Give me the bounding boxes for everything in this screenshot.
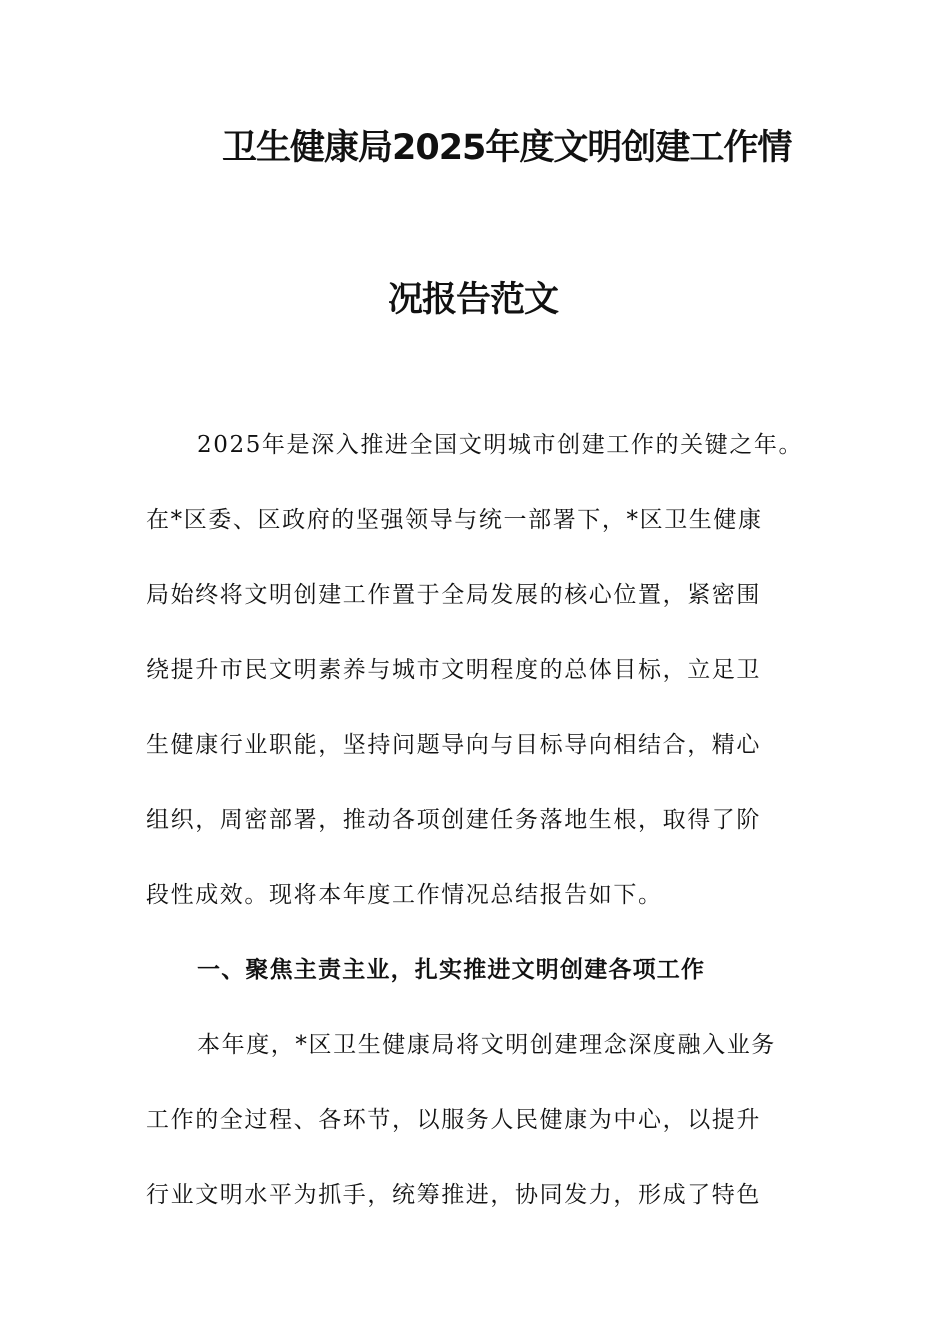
paragraph-1-line-2: 在*区委、区政府的坚强领导与统一部署下，*区卫生健康 [146,507,763,533]
paragraph-2-line-1: 本年度，*区卫生健康局将文明创建理念深度融入业务 [197,1032,776,1058]
paragraph-1-line-1: 2025年是深入推进全国文明城市创建工作的关键之年。 [197,432,804,458]
paragraph-2-line-2: 工作的全过程、各环节，以服务人民健康为中心，以提升 [146,1107,761,1133]
paragraph-1-line-5: 生健康行业职能，坚持问题导向与目标导向相结合，精心 [146,732,761,758]
document-title-line-1: 卫生健康局2025年度文明创建工作情 [222,128,792,168]
paragraph-1-line-7: 段性成效。现将本年度工作情况总结报告如下。 [146,882,663,908]
paragraph-1-line-6: 组织，周密部署，推动各项创建任务落地生根，取得了阶 [146,807,761,833]
section-1-heading: 一、聚焦主责主业，扎实推进文明创建各项工作 [197,956,706,983]
paragraph-2-line-3: 行业文明水平为抓手，统筹推进，协同发力，形成了特色 [146,1182,761,1208]
paragraph-1-line-3: 局始终将文明创建工作置于全局发展的核心位置，紧密围 [146,582,761,608]
document-title-line-2: 况报告范文 [388,280,559,320]
paragraph-1-line-4: 绕提升市民文明素养与城市文明程度的总体目标，立足卫 [146,657,761,683]
